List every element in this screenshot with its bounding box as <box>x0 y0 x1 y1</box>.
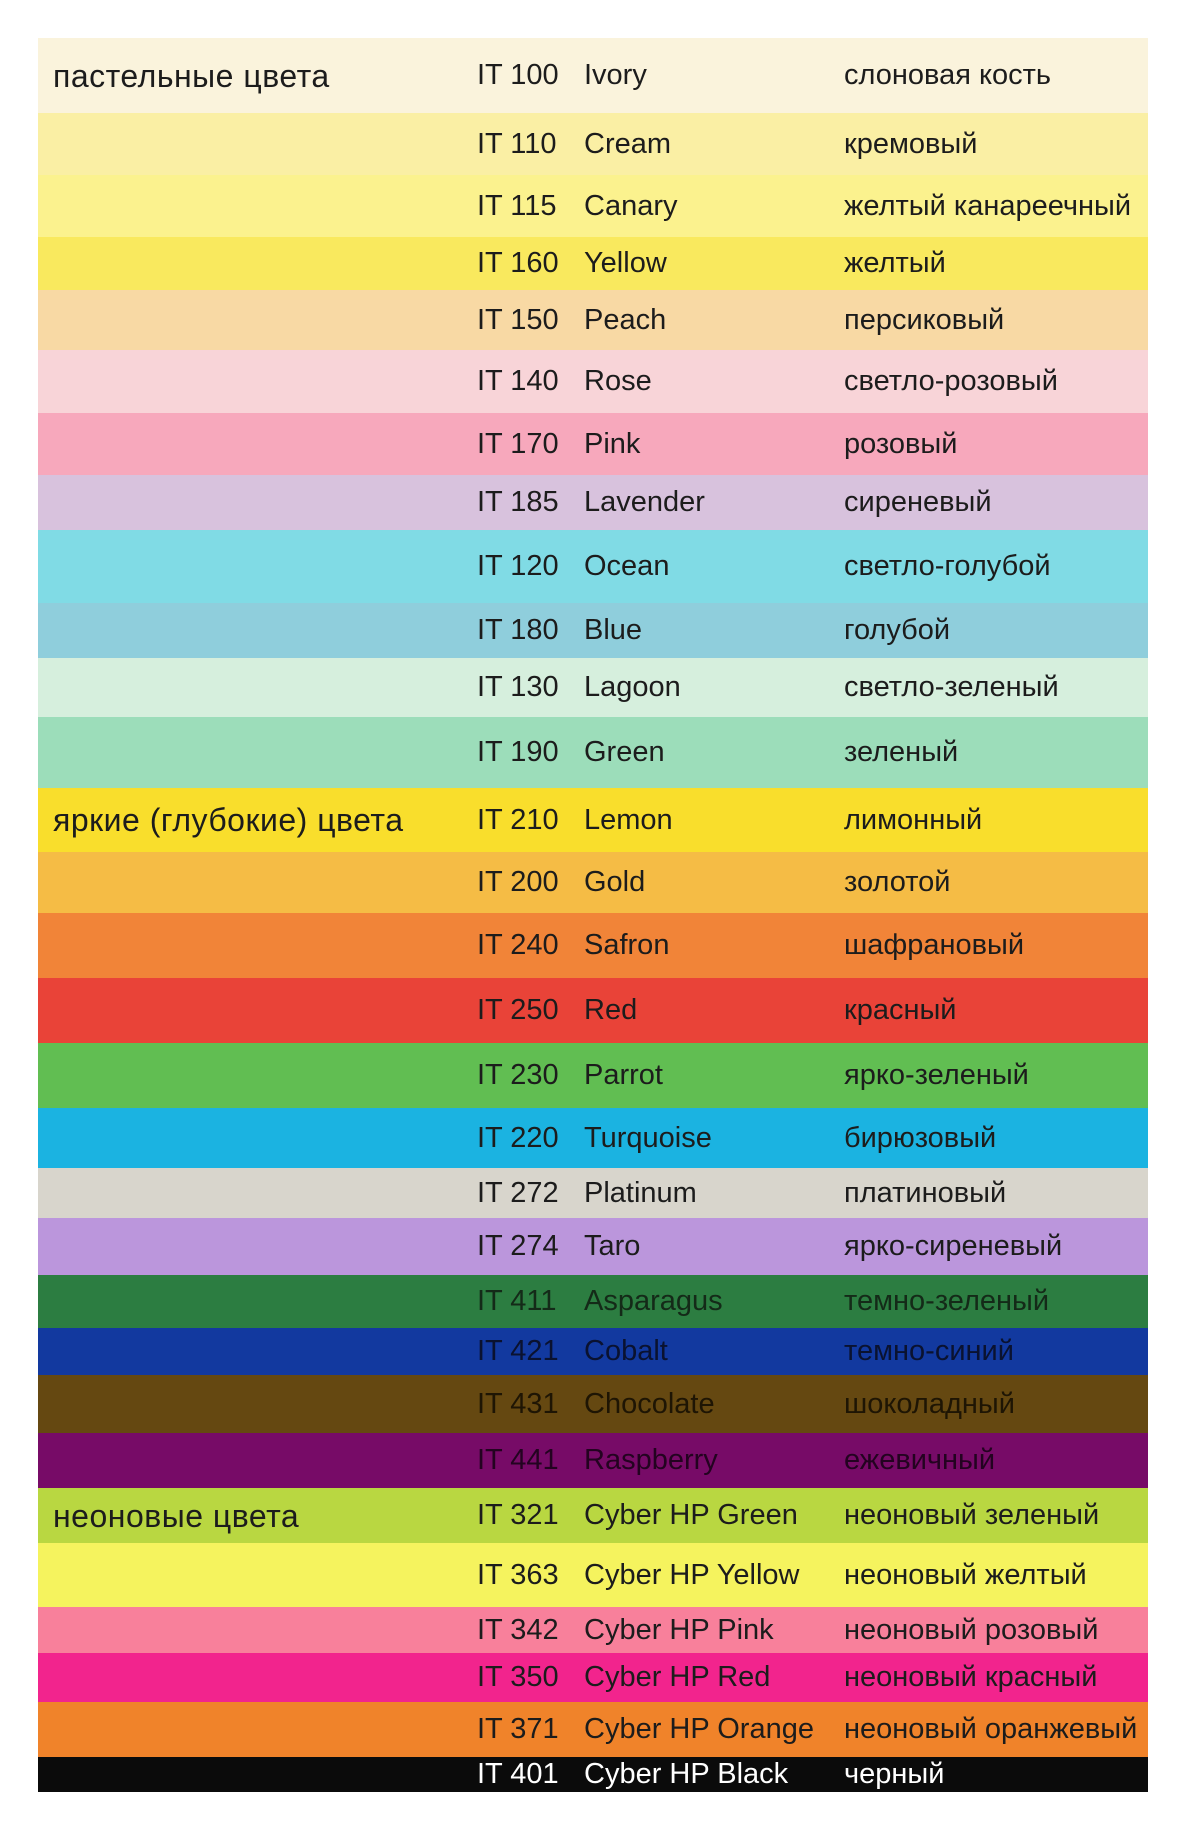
color-row <box>38 852 1148 913</box>
color-row <box>38 113 1148 175</box>
color-row <box>38 1757 1148 1792</box>
color-name-en: Cyber HP Yellow <box>584 1558 800 1591</box>
color-row <box>38 413 1148 475</box>
color-name-en: Cream <box>584 127 672 160</box>
color-name-ru: слоновая кость <box>844 59 1052 91</box>
color-row <box>38 1543 1148 1607</box>
color-name-en: Raspberry <box>584 1444 718 1476</box>
color-row <box>38 788 1148 852</box>
color-name-ru: розовый <box>844 427 958 460</box>
section-label: неоновые цвета <box>53 1497 300 1534</box>
color-name-ru: светло-розовый <box>844 365 1058 397</box>
color-row <box>38 1275 1148 1328</box>
color-name-ru: лимонный <box>844 803 983 836</box>
color-name-en: Turquoise <box>584 1121 712 1154</box>
color-name-ru: ярко-сиреневый <box>844 1230 1063 1262</box>
color-name-ru: шоколадный <box>844 1387 1015 1420</box>
color-name-ru: светло-зеленый <box>844 671 1059 703</box>
color-chart <box>38 38 1148 1792</box>
color-name-en: Rose <box>584 365 652 397</box>
color-row <box>38 1108 1148 1168</box>
color-name-en: Asparagus <box>584 1285 723 1317</box>
color-row <box>38 475 1148 530</box>
color-name-en: Ivory <box>584 59 647 91</box>
color-code: IT 401 <box>477 1758 559 1790</box>
color-code: IT 130 <box>477 671 559 703</box>
color-name-ru: ярко-зеленый <box>844 1059 1029 1091</box>
color-row <box>38 1328 1148 1375</box>
color-code: IT 150 <box>477 303 559 336</box>
color-name-ru: неоновый зеленый <box>844 1499 1100 1531</box>
color-name-ru: ежевичный <box>844 1444 996 1476</box>
color-code: IT 115 <box>477 189 557 222</box>
color-code: IT 272 <box>477 1176 559 1209</box>
color-code: IT 321 <box>477 1499 559 1531</box>
color-name-en: Lemon <box>584 803 673 836</box>
color-row <box>38 1043 1148 1108</box>
color-name-ru: шафрановый <box>844 929 1025 961</box>
color-row <box>38 1702 1148 1757</box>
color-name-en: Chocolate <box>584 1387 715 1420</box>
color-name-en: Blue <box>584 614 643 646</box>
color-row <box>38 1607 1148 1653</box>
color-code: IT 230 <box>477 1059 559 1091</box>
color-code: IT 100 <box>477 59 559 91</box>
color-code: IT 441 <box>477 1444 559 1476</box>
color-code: IT 190 <box>477 736 559 768</box>
section-label: яркие (глубокие) цвета <box>53 802 404 838</box>
color-name-en: Canary <box>584 189 678 222</box>
color-code: IT 363 <box>477 1558 559 1591</box>
color-name-ru: желтый <box>844 247 946 279</box>
color-name-en: Yellow <box>584 247 667 279</box>
color-name-ru: сиреневый <box>844 486 992 518</box>
color-name-en: Gold <box>584 866 646 898</box>
color-code: IT 411 <box>477 1285 557 1317</box>
color-row <box>38 38 1148 113</box>
color-name-ru: неоновый красный <box>844 1661 1098 1693</box>
color-name-en: Green <box>584 736 665 768</box>
color-code: IT 250 <box>477 994 559 1026</box>
color-name-ru: светло-голубой <box>844 550 1051 582</box>
color-name-en: Cyber HP Pink <box>584 1613 774 1646</box>
color-name-ru: неоновый желтый <box>844 1558 1087 1591</box>
color-name-ru: бирюзовый <box>844 1121 997 1154</box>
color-code: IT 170 <box>477 427 559 460</box>
color-name-en: Pink <box>584 427 641 460</box>
color-name-ru: желтый канареечный <box>844 189 1132 222</box>
color-row <box>38 237 1148 290</box>
color-name-ru: черный <box>844 1758 945 1790</box>
color-name-en: Cyber HP Black <box>584 1758 789 1790</box>
color-name-en: Lavender <box>584 486 705 518</box>
color-row <box>38 1218 1148 1275</box>
color-name-ru: кремовый <box>844 127 978 160</box>
color-row <box>38 1375 1148 1433</box>
color-name-ru: золотой <box>844 866 951 898</box>
color-name-en: Lagoon <box>584 671 681 703</box>
color-code: IT 274 <box>477 1230 559 1262</box>
color-row <box>38 1653 1148 1702</box>
color-name-ru: персиковый <box>844 303 1005 336</box>
color-name-en: Taro <box>584 1230 641 1262</box>
color-name-ru: голубой <box>844 614 951 646</box>
color-row <box>38 175 1148 237</box>
color-code: IT 110 <box>477 127 557 160</box>
color-name-ru: неоновый оранжевый <box>844 1713 1138 1745</box>
color-name-en: Platinum <box>584 1176 697 1209</box>
color-row <box>38 913 1148 978</box>
color-code: IT 431 <box>477 1387 559 1420</box>
color-row <box>38 290 1148 350</box>
color-name-en: Cyber HP Orange <box>584 1713 814 1745</box>
color-code: IT 200 <box>477 866 559 898</box>
color-code: IT 240 <box>477 929 559 961</box>
color-row <box>38 658 1148 717</box>
color-code: IT 371 <box>477 1713 559 1745</box>
color-name-en: Cyber HP Red <box>584 1661 771 1693</box>
color-row <box>38 603 1148 658</box>
color-code: IT 160 <box>477 247 559 279</box>
color-row <box>38 530 1148 603</box>
color-name-en: Safron <box>584 929 670 961</box>
color-name-ru: красный <box>844 994 957 1026</box>
section-label: пастельные цвета <box>53 57 330 94</box>
color-name-ru: темно-синий <box>844 1335 1014 1367</box>
color-row <box>38 978 1148 1043</box>
color-name-en: Parrot <box>584 1059 663 1091</box>
color-name-ru: платиновый <box>844 1176 1007 1209</box>
color-code: IT 120 <box>477 550 559 582</box>
color-name-ru: неоновый розовый <box>844 1613 1099 1646</box>
color-code: IT 220 <box>477 1121 559 1154</box>
color-code: IT 185 <box>477 486 559 518</box>
color-row <box>38 1168 1148 1218</box>
color-row <box>38 1488 1148 1543</box>
color-name-en: Cobalt <box>584 1335 668 1367</box>
color-code: IT 140 <box>477 365 559 397</box>
color-name-en: Cyber HP Green <box>584 1499 798 1531</box>
color-code: IT 350 <box>477 1661 559 1693</box>
color-row <box>38 350 1148 413</box>
color-code: IT 180 <box>477 614 559 646</box>
color-name-en: Ocean <box>584 550 670 582</box>
color-row <box>38 1433 1148 1488</box>
color-name-ru: темно-зеленый <box>844 1285 1050 1317</box>
color-code: IT 210 <box>477 803 559 836</box>
color-code: IT 342 <box>477 1613 559 1646</box>
color-name-ru: зеленый <box>844 736 959 768</box>
color-code: IT 421 <box>477 1335 559 1367</box>
color-row <box>38 717 1148 788</box>
color-name-en: Peach <box>584 303 667 336</box>
color-name-en: Red <box>584 994 638 1026</box>
